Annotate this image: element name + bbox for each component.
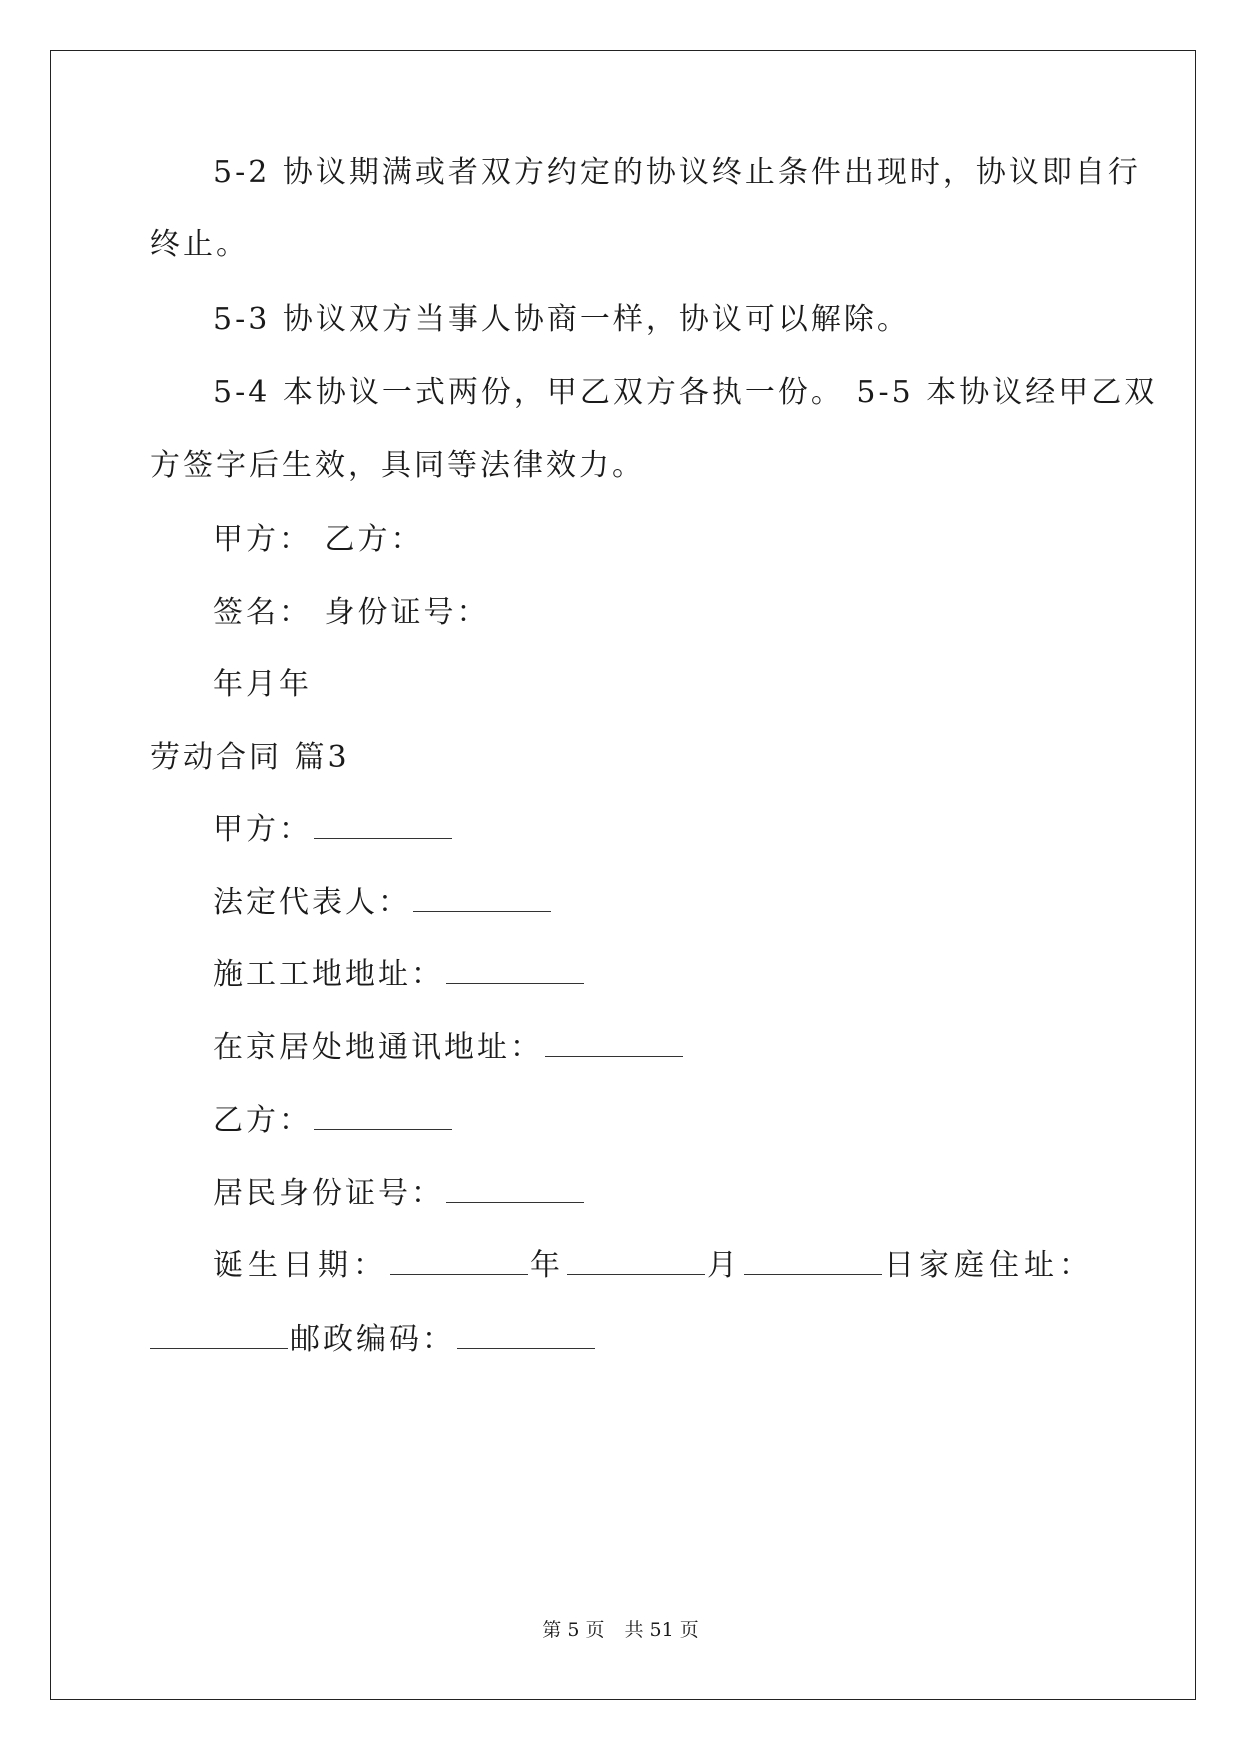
home-address-label: 日家庭住址： bbox=[884, 1248, 1094, 1283]
page-footer bbox=[0, 1615, 1241, 1642]
legal-rep-label: 法定代表人： bbox=[213, 885, 411, 920]
contact-address-blank[interactable] bbox=[545, 1055, 683, 1057]
clause-5-2-line1: 5-2 协议期满或者双方约定的协议终止条件出现时，协议即自行 bbox=[213, 155, 1141, 190]
id-number-blank[interactable] bbox=[446, 1201, 584, 1203]
page-border bbox=[50, 50, 1196, 1700]
clause-5-2-line2: 终止。 bbox=[150, 227, 249, 262]
party-b-label: 乙方： bbox=[213, 1103, 312, 1138]
birth-year-blank[interactable] bbox=[390, 1273, 528, 1275]
signature-labels: 签名： 身份证号： bbox=[213, 595, 490, 630]
month-label: 月 bbox=[707, 1248, 742, 1283]
party-a-label: 甲方： bbox=[213, 812, 312, 847]
site-address-blank[interactable] bbox=[446, 982, 584, 984]
birth-date-label: 诞生日期： bbox=[213, 1248, 388, 1283]
party-a-blank[interactable] bbox=[314, 837, 452, 839]
clause-5-4-line1: 5-4 本协议一式两份，甲乙双方各执一份。 5-5 本协议经甲乙双 bbox=[213, 375, 1158, 410]
birth-day-blank[interactable] bbox=[744, 1273, 882, 1275]
contact-address-field bbox=[213, 1030, 685, 1065]
legal-rep-field bbox=[213, 885, 553, 920]
party-b-blank[interactable] bbox=[314, 1128, 452, 1130]
contact-address-label: 在京居处地通讯地址： bbox=[213, 1030, 543, 1065]
id-number-field bbox=[213, 1176, 586, 1211]
year-label: 年 bbox=[530, 1248, 565, 1283]
id-number-label: 居民身份证号： bbox=[213, 1176, 444, 1211]
site-address-field bbox=[213, 957, 586, 992]
postal-code-blank[interactable] bbox=[457, 1347, 595, 1349]
postal-code-field bbox=[150, 1322, 597, 1357]
clause-5-3: 5-3 协议双方当事人协商一样，协议可以解除。 bbox=[213, 302, 910, 337]
clause-5-4-line2: 方签字后生效，具同等法律效力。 bbox=[150, 448, 645, 483]
party-a-field bbox=[213, 812, 454, 847]
party-b-field bbox=[213, 1103, 454, 1138]
section-heading: 劳动合同 篇3 bbox=[150, 740, 350, 775]
birth-date-field bbox=[213, 1248, 1094, 1283]
date-label: 年月年 bbox=[213, 667, 312, 702]
page-number: 第 5 页 bbox=[542, 1619, 605, 1641]
legal-rep-blank[interactable] bbox=[413, 910, 551, 912]
postal-code-label: 邮政编码： bbox=[290, 1322, 455, 1357]
page-total: 共 51 页 bbox=[624, 1619, 699, 1641]
birth-month-blank[interactable] bbox=[567, 1273, 705, 1275]
party-labels: 甲方： 乙方： bbox=[213, 522, 424, 557]
site-address-label: 施工工地地址： bbox=[213, 957, 444, 992]
home-address-blank[interactable] bbox=[150, 1347, 288, 1349]
